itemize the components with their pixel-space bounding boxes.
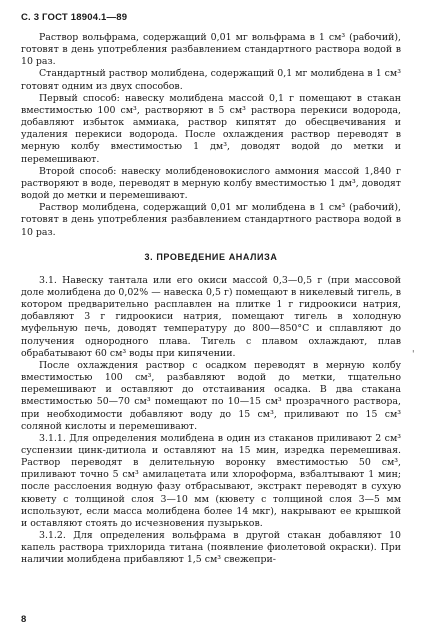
paragraph: 3.1.1. Для определения молибдена в один из стаканов приливают 2 см³ суспензии цинк-дитиола и оставляют на 15 мин, изредка перемешивая. Раствор переводят в делительную воронку вместимостью 50 см³, приливают точно 5 см³ амилацетата или хлороформа, взбалтывают 1 мин; после расслоения водную фазу отбрасывают, экстракт переводят в сухую кювету с толщиной слоя 3—10 мм (кювету с толщиной слоя 3—5 мм используют, если масса молибдена более 14 мкг), накрывают ее крышкой и оставляют стоять до исчезновения пузырьков.: [21, 432, 401, 529]
paragraph: Первый способ: навеску молибдена массой 0,1 г помещают в стакан вместимостью 100 см³, растворяют в 5 см³ раствора перекиси водорода, добавляют избыток аммиака, раствор кипятят до обесцвечивания и удаления перекиси водорода. После охлаждения раствор переводят в мерную колбу вместимостью 1 дм³, доводят водой до метки и перемешивают.: [21, 92, 401, 165]
paragraph: 3.1. Навеску тантала или его окиси массой 0,3—0,5 г (при массовой доле молибдена до 0,02% — навеска 0,5 г) помещают в никелевый тигель, в котором предварительно расплавлен на плитке 1 г гидроокиси натрия, добавляют 3 г гидроокиси натрия, помещают тигель в холодную муфельную печь, доводят температуру до 800—850°С и сплавляют до получения однородного плава. Тигель с плавом охлаждают, плав обрабатывают 60 см³ воды при кипячении.: [21, 274, 401, 359]
scan-mark: ': [412, 350, 415, 360]
page-number: 8: [21, 614, 27, 625]
section-heading: 3. ПРОВЕДЕНИЕ АНАЛИЗА: [144, 251, 278, 262]
paragraph: Раствор молибдена, содержащий 0,01 мг молибдена в 1 см³ (рабочий), готовят в день употребления разбавлением стандартного раствора водой в 10 раз.: [21, 202, 401, 238]
running-header: С. 3 ГОСТ 18904.1—89: [21, 12, 128, 23]
paragraph: 3.1.2. Для определения вольфрама в другой стакан добавляют 10 капель раствора трихлорида титана (появление фиолетовой окраски). При наличии молибдена прибавляют 1,5 см³ свежепри-: [21, 530, 401, 566]
paragraph: Раствор вольфрама, содержащий 0,01 мг вольфрама в 1 см³ (рабочий), готовят в день употребления разбавлением стандартного раствора водой в 10 раз.: [21, 32, 401, 68]
document-body: [21, 32, 401, 567]
paragraph: Стандартный раствор молибдена, содержащий 0,1 мг молибдена в 1 см³ готовят одним из двух способов.: [21, 68, 401, 92]
paragraph: Второй способ: навеску молибденовокислого аммония массой 1,840 г растворяют в воде, переводят в мерную колбу вместимостью 1 дм³, доводят водой до метки и перемешивают.: [21, 165, 401, 202]
paragraph: После охлаждения раствор с осадком переводят в мерную колбу вместимостью 100 см³, разбавляют водой до метки, тщательно перемешивают и оставляют до отстаивания осадка. В два стакана вместимостью 50—70 см³ помещают по 10—15 см³ прозрачного раствора, при необходимости добавляют воду до 15 см³, приливают по 15 см³ соляной кислоты и перемешивают.: [21, 359, 401, 432]
